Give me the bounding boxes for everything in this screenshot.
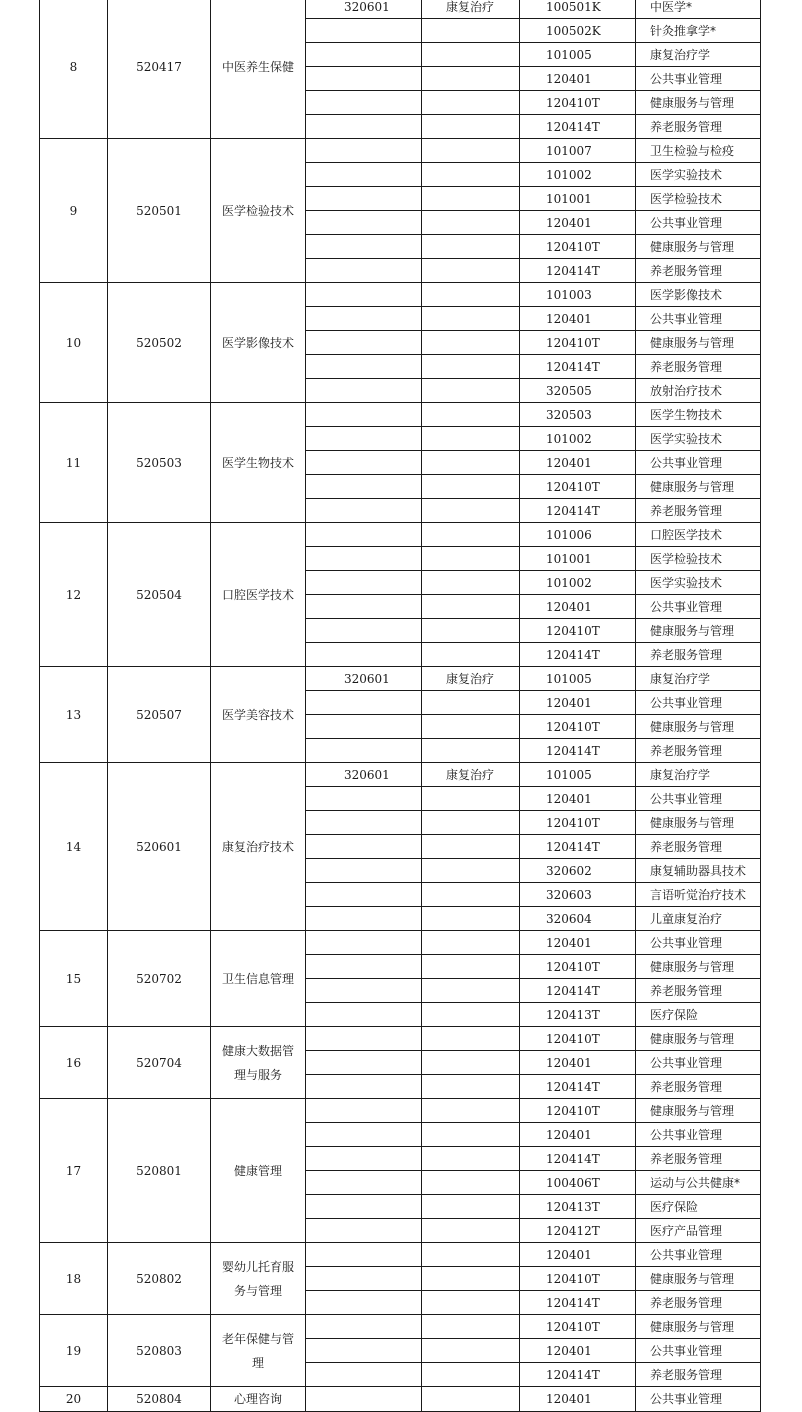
undergrad-code: 120401 [520, 595, 636, 619]
bachelor-code [306, 307, 422, 331]
table-row [40, 1243, 761, 1267]
undergrad-code: 120410T [520, 235, 636, 259]
table-row [40, 1387, 761, 1412]
bachelor-name: 康复治疗 [422, 0, 520, 19]
bachelor-code [306, 427, 422, 451]
bachelor-code [306, 187, 422, 211]
bachelor-code [306, 691, 422, 715]
row-number: 8 [40, 0, 108, 139]
bachelor-code [306, 403, 422, 427]
table-row [40, 1027, 761, 1051]
undergrad-code: 101006 [520, 523, 636, 547]
undergrad-code: 120414T [520, 1147, 636, 1171]
undergrad-code: 320505 [520, 379, 636, 403]
bachelor-name [422, 739, 520, 763]
bachelor-code [306, 451, 422, 475]
bachelor-name [422, 1051, 520, 1075]
major-code: 520804 [108, 1387, 211, 1412]
undergrad-code: 120413T [520, 1195, 636, 1219]
major-code: 520704 [108, 1027, 211, 1099]
table-row [40, 763, 761, 787]
bachelor-name [422, 979, 520, 1003]
row-number: 18 [40, 1243, 108, 1315]
undergrad-name: 健康服务与管理 [636, 475, 761, 499]
undergrad-name: 医学实验技术 [636, 163, 761, 187]
bachelor-code [306, 1195, 422, 1219]
undergrad-name: 公共事业管理 [636, 1123, 761, 1147]
undergrad-name: 养老服务管理 [636, 1075, 761, 1099]
undergrad-name: 中医学* [636, 0, 761, 19]
undergrad-name: 儿童康复治疗 [636, 907, 761, 931]
bachelor-code [306, 43, 422, 67]
bachelor-name: 康复治疗 [422, 667, 520, 691]
undergrad-code: 120410T [520, 811, 636, 835]
undergrad-code: 120414T [520, 115, 636, 139]
bachelor-code [306, 1099, 422, 1123]
bachelor-code [306, 1027, 422, 1051]
major-code: 520417 [108, 0, 211, 139]
undergrad-code: 120401 [520, 1387, 636, 1412]
undergrad-name: 康复治疗学 [636, 763, 761, 787]
table-row [40, 139, 761, 163]
major-code: 520507 [108, 667, 211, 763]
bachelor-code [306, 211, 422, 235]
major-name: 医学检验技术 [211, 139, 306, 283]
undergrad-code: 120414T [520, 739, 636, 763]
undergrad-name: 健康服务与管理 [636, 811, 761, 835]
undergrad-code: 101005 [520, 667, 636, 691]
undergrad-name: 健康服务与管理 [636, 715, 761, 739]
undergrad-code: 120414T [520, 355, 636, 379]
bachelor-code [306, 139, 422, 163]
bachelor-code [306, 715, 422, 739]
bachelor-code [306, 547, 422, 571]
undergrad-name: 卫生检验与检疫 [636, 139, 761, 163]
row-number: 9 [40, 139, 108, 283]
undergrad-code: 101001 [520, 187, 636, 211]
bachelor-name [422, 619, 520, 643]
row-number: 13 [40, 667, 108, 763]
undergrad-code: 101003 [520, 283, 636, 307]
undergrad-name: 养老服务管理 [636, 259, 761, 283]
major-code: 520503 [108, 403, 211, 523]
bachelor-code [306, 523, 422, 547]
bachelor-code [306, 235, 422, 259]
bachelor-name [422, 1315, 520, 1339]
bachelor-code [306, 619, 422, 643]
bachelor-code: 320601 [306, 0, 422, 19]
undergrad-name: 养老服务管理 [636, 115, 761, 139]
major-name: 卫生信息管理 [211, 931, 306, 1027]
bachelor-name [422, 403, 520, 427]
undergrad-name: 健康服务与管理 [636, 1267, 761, 1291]
undergrad-code: 120414T [520, 259, 636, 283]
bachelor-name [422, 1147, 520, 1171]
undergrad-name: 公共事业管理 [636, 307, 761, 331]
undergrad-name: 康复辅助器具技术 [636, 859, 761, 883]
bachelor-name [422, 1075, 520, 1099]
bachelor-name [422, 835, 520, 859]
undergrad-name: 口腔医学技术 [636, 523, 761, 547]
bachelor-name [422, 1363, 520, 1387]
undergrad-code: 120410T [520, 331, 636, 355]
undergrad-name: 养老服务管理 [636, 643, 761, 667]
undergrad-code: 120401 [520, 307, 636, 331]
table-row [40, 523, 761, 547]
bachelor-code [306, 811, 422, 835]
bachelor-name [422, 211, 520, 235]
bachelor-name [422, 595, 520, 619]
undergrad-code: 101002 [520, 571, 636, 595]
undergrad-name: 健康服务与管理 [636, 1315, 761, 1339]
bachelor-code [306, 979, 422, 1003]
bachelor-code [306, 115, 422, 139]
undergrad-name: 健康服务与管理 [636, 1099, 761, 1123]
undergrad-name: 健康服务与管理 [636, 955, 761, 979]
bachelor-name [422, 811, 520, 835]
major-code: 520504 [108, 523, 211, 667]
bachelor-code [306, 19, 422, 43]
bachelor-name [422, 475, 520, 499]
major-name: 心理咨询 [211, 1387, 306, 1412]
undergrad-name: 医学影像技术 [636, 283, 761, 307]
undergrad-name: 公共事业管理 [636, 691, 761, 715]
bachelor-code [306, 475, 422, 499]
undergrad-name: 放射治疗技术 [636, 379, 761, 403]
row-number: 12 [40, 523, 108, 667]
undergrad-code: 120410T [520, 475, 636, 499]
undergrad-code: 120401 [520, 67, 636, 91]
table-row [40, 1315, 761, 1339]
bachelor-code [306, 355, 422, 379]
bachelor-code [306, 1171, 422, 1195]
table-row [40, 667, 761, 691]
bachelor-code [306, 1267, 422, 1291]
bachelor-name [422, 115, 520, 139]
major-code: 520601 [108, 763, 211, 931]
bachelor-code [306, 859, 422, 883]
undergrad-name: 公共事业管理 [636, 1387, 761, 1412]
undergrad-name: 公共事业管理 [636, 211, 761, 235]
major-name: 医学影像技术 [211, 283, 306, 403]
undergrad-name: 公共事业管理 [636, 595, 761, 619]
major-name: 口腔医学技术 [211, 523, 306, 667]
bachelor-name [422, 643, 520, 667]
bachelor-name [422, 355, 520, 379]
undergrad-code: 101007 [520, 139, 636, 163]
bachelor-name [422, 451, 520, 475]
undergrad-name: 养老服务管理 [636, 739, 761, 763]
bachelor-name [422, 859, 520, 883]
bachelor-name [422, 907, 520, 931]
bachelor-name [422, 43, 520, 67]
undergrad-name: 养老服务管理 [636, 1291, 761, 1315]
bachelor-code [306, 955, 422, 979]
bachelor-name [422, 307, 520, 331]
bachelor-name [422, 1099, 520, 1123]
undergrad-code: 120414T [520, 499, 636, 523]
bachelor-name [422, 523, 520, 547]
bachelor-code [306, 1363, 422, 1387]
bachelor-name [422, 187, 520, 211]
bachelor-name [422, 571, 520, 595]
undergrad-name: 医学检验技术 [636, 187, 761, 211]
undergrad-code: 101005 [520, 43, 636, 67]
undergrad-code: 120414T [520, 1363, 636, 1387]
bachelor-name [422, 1291, 520, 1315]
undergrad-code: 120413T [520, 1003, 636, 1027]
major-name: 康复治疗技术 [211, 763, 306, 931]
table-row [40, 283, 761, 307]
bachelor-code [306, 1291, 422, 1315]
undergrad-name: 健康服务与管理 [636, 91, 761, 115]
bachelor-code: 320601 [306, 667, 422, 691]
undergrad-code: 100406T [520, 1171, 636, 1195]
bachelor-name [422, 139, 520, 163]
bachelor-code [306, 883, 422, 907]
major-name: 婴幼儿托育服务与管理 [211, 1243, 306, 1315]
undergrad-code: 101001 [520, 547, 636, 571]
table-row [40, 403, 761, 427]
undergrad-name: 健康服务与管理 [636, 1027, 761, 1051]
undergrad-name: 针灸推拿学* [636, 19, 761, 43]
bachelor-code [306, 595, 422, 619]
bachelor-name [422, 235, 520, 259]
undergrad-code: 120401 [520, 787, 636, 811]
undergrad-code: 120401 [520, 1051, 636, 1075]
major-name: 老年保健与管理 [211, 1315, 306, 1387]
undergrad-name: 运动与公共健康* [636, 1171, 761, 1195]
undergrad-code: 120414T [520, 1291, 636, 1315]
undergrad-code: 101002 [520, 163, 636, 187]
row-number: 11 [40, 403, 108, 523]
undergrad-code: 320603 [520, 883, 636, 907]
undergrad-code: 120410T [520, 619, 636, 643]
bachelor-code [306, 499, 422, 523]
undergrad-code: 120401 [520, 691, 636, 715]
undergrad-name: 康复治疗学 [636, 43, 761, 67]
row-number: 15 [40, 931, 108, 1027]
undergrad-name: 养老服务管理 [636, 1363, 761, 1387]
undergrad-name: 公共事业管理 [636, 1339, 761, 1363]
bachelor-code [306, 931, 422, 955]
bachelor-name [422, 1171, 520, 1195]
undergrad-name: 医学实验技术 [636, 427, 761, 451]
bachelor-name [422, 499, 520, 523]
undergrad-code: 120410T [520, 91, 636, 115]
undergrad-code: 100502K [520, 19, 636, 43]
bachelor-name [422, 547, 520, 571]
undergrad-name: 公共事业管理 [636, 1051, 761, 1075]
bachelor-name [422, 691, 520, 715]
major-code: 520502 [108, 283, 211, 403]
bachelor-code: 320601 [306, 763, 422, 787]
undergrad-code: 120414T [520, 835, 636, 859]
undergrad-code: 320604 [520, 907, 636, 931]
bachelor-code [306, 1315, 422, 1339]
undergrad-name: 康复治疗学 [636, 667, 761, 691]
undergrad-name: 公共事业管理 [636, 1243, 761, 1267]
row-number: 17 [40, 1099, 108, 1243]
bachelor-name [422, 427, 520, 451]
bachelor-name [422, 259, 520, 283]
bachelor-name [422, 931, 520, 955]
undergrad-code: 120414T [520, 1075, 636, 1099]
undergrad-code: 120401 [520, 1123, 636, 1147]
bachelor-name [422, 91, 520, 115]
undergrad-code: 120410T [520, 1315, 636, 1339]
bachelor-name [422, 1219, 520, 1243]
undergrad-name: 公共事业管理 [636, 451, 761, 475]
undergrad-code: 120401 [520, 451, 636, 475]
undergrad-code: 120414T [520, 643, 636, 667]
undergrad-name: 公共事业管理 [636, 787, 761, 811]
bachelor-name [422, 1195, 520, 1219]
undergrad-code: 120401 [520, 1339, 636, 1363]
bachelor-code [306, 1339, 422, 1363]
table-row [40, 931, 761, 955]
bachelor-code [306, 1123, 422, 1147]
bachelor-code [306, 1219, 422, 1243]
row-number: 14 [40, 763, 108, 931]
major-code: 520501 [108, 139, 211, 283]
table-row [40, 1099, 761, 1123]
undergrad-code: 120401 [520, 931, 636, 955]
undergrad-name: 医学检验技术 [636, 547, 761, 571]
undergrad-code: 120412T [520, 1219, 636, 1243]
bachelor-name [422, 331, 520, 355]
bachelor-code [306, 331, 422, 355]
bachelor-code [306, 1243, 422, 1267]
bachelor-code [306, 1147, 422, 1171]
major-name: 中医养生保健 [211, 0, 306, 139]
bachelor-code [306, 571, 422, 595]
bachelor-name [422, 163, 520, 187]
undergrad-name: 医疗保险 [636, 1195, 761, 1219]
undergrad-name: 养老服务管理 [636, 355, 761, 379]
bachelor-code [306, 835, 422, 859]
bachelor-code [306, 91, 422, 115]
undergrad-name: 公共事业管理 [636, 67, 761, 91]
undergrad-code: 101002 [520, 427, 636, 451]
undergrad-code: 120410T [520, 715, 636, 739]
bachelor-name [422, 19, 520, 43]
bachelor-code [306, 259, 422, 283]
bachelor-name [422, 1267, 520, 1291]
undergrad-code: 120410T [520, 1099, 636, 1123]
undergrad-name: 医疗产品管理 [636, 1219, 761, 1243]
undergrad-code: 120414T [520, 979, 636, 1003]
bachelor-code [306, 787, 422, 811]
row-number: 20 [40, 1387, 108, 1412]
bachelor-name [422, 1003, 520, 1027]
undergrad-name: 医学生物技术 [636, 403, 761, 427]
undergrad-name: 养老服务管理 [636, 835, 761, 859]
table-body [40, 0, 761, 1412]
undergrad-code: 320602 [520, 859, 636, 883]
bachelor-name [422, 67, 520, 91]
undergrad-name: 健康服务与管理 [636, 235, 761, 259]
undergrad-name: 健康服务与管理 [636, 619, 761, 643]
bachelor-name: 康复治疗 [422, 763, 520, 787]
undergrad-code: 120401 [520, 1243, 636, 1267]
bachelor-name [422, 1387, 520, 1412]
bachelor-name [422, 1123, 520, 1147]
bachelor-code [306, 1387, 422, 1412]
bachelor-name [422, 1339, 520, 1363]
bachelor-name [422, 955, 520, 979]
major-name: 健康管理 [211, 1099, 306, 1243]
major-name: 医学美容技术 [211, 667, 306, 763]
bachelor-code [306, 739, 422, 763]
undergrad-name: 言语听觉治疗技术 [636, 883, 761, 907]
undergrad-code: 120401 [520, 211, 636, 235]
bachelor-name [422, 379, 520, 403]
major-code: 520802 [108, 1243, 211, 1315]
undergrad-name: 医疗保险 [636, 1003, 761, 1027]
undergrad-name: 养老服务管理 [636, 979, 761, 1003]
bachelor-name [422, 715, 520, 739]
major-code: 520803 [108, 1315, 211, 1387]
undergrad-code: 100501K [520, 0, 636, 19]
major-mapping-table [39, 0, 761, 1412]
undergrad-code: 320503 [520, 403, 636, 427]
undergrad-name: 养老服务管理 [636, 499, 761, 523]
major-name: 健康大数据管理与服务 [211, 1027, 306, 1099]
row-number: 19 [40, 1315, 108, 1387]
bachelor-name [422, 1243, 520, 1267]
undergrad-name: 养老服务管理 [636, 1147, 761, 1171]
undergrad-name: 医学实验技术 [636, 571, 761, 595]
bachelor-code [306, 67, 422, 91]
bachelor-code [306, 1075, 422, 1099]
undergrad-code: 120410T [520, 1267, 636, 1291]
row-number: 16 [40, 1027, 108, 1099]
bachelor-name [422, 1027, 520, 1051]
row-number: 10 [40, 283, 108, 403]
bachelor-name [422, 283, 520, 307]
major-name: 医学生物技术 [211, 403, 306, 523]
bachelor-code [306, 283, 422, 307]
bachelor-name [422, 787, 520, 811]
bachelor-code [306, 643, 422, 667]
major-code: 520702 [108, 931, 211, 1027]
table-row [40, 0, 761, 19]
bachelor-code [306, 163, 422, 187]
bachelor-name [422, 883, 520, 907]
bachelor-code [306, 1003, 422, 1027]
undergrad-code: 120410T [520, 1027, 636, 1051]
undergrad-code: 120410T [520, 955, 636, 979]
bachelor-code [306, 1051, 422, 1075]
bachelor-code [306, 907, 422, 931]
bachelor-code [306, 379, 422, 403]
undergrad-name: 公共事业管理 [636, 931, 761, 955]
undergrad-name: 健康服务与管理 [636, 331, 761, 355]
major-code: 520801 [108, 1099, 211, 1243]
undergrad-code: 101005 [520, 763, 636, 787]
